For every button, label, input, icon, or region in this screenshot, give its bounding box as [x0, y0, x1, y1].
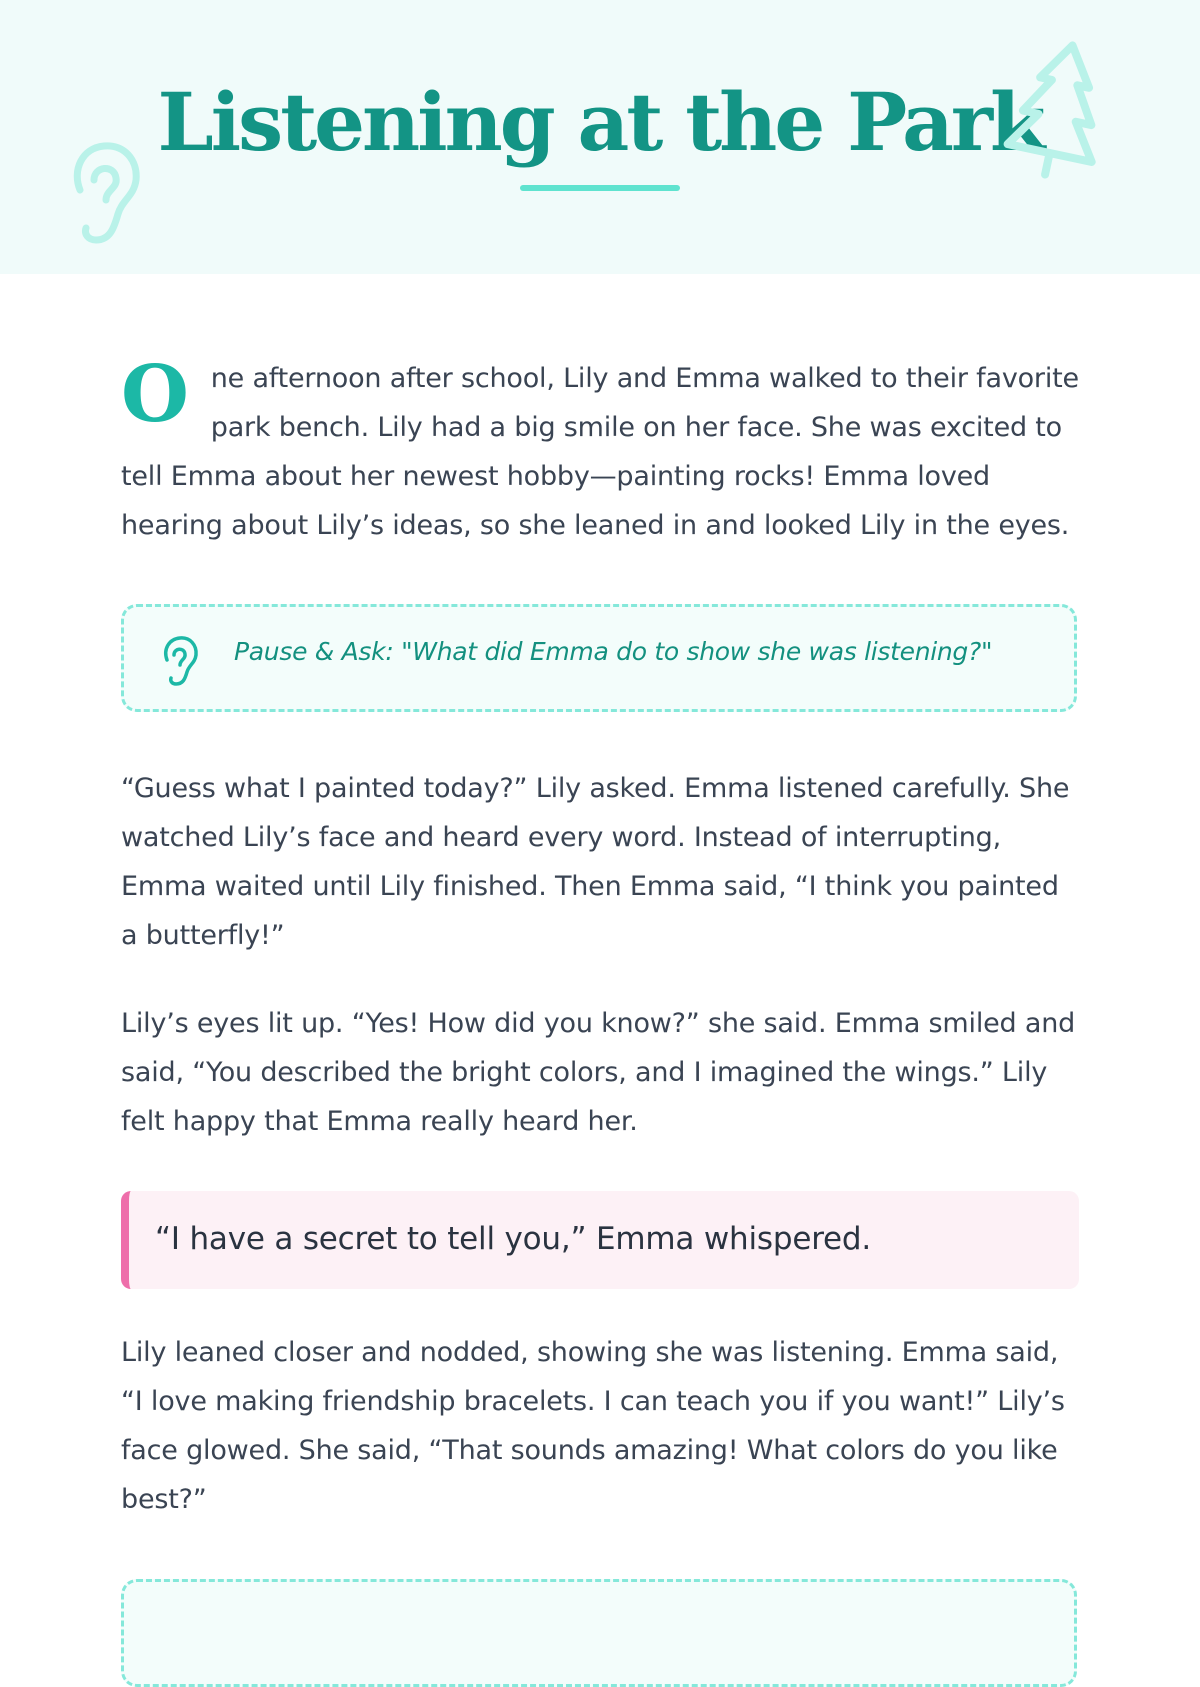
page-header: [0, 0, 1200, 274]
story-paragraph-4: Lily leaned closer and nodded, showing she was listening. Emma said, “I love making friendship bracelets. I can teach you if you want!” Lily’s face glowed. She said, “That sounds amazing! What colors do you like best?”: [121, 1337, 1065, 1515]
title-underline: [520, 185, 680, 191]
drop-cap: O: [121, 349, 189, 440]
story-paragraph-2: “Guess what I painted today?” Lily asked. Emma listened carefully. She watched Lily’s face and heard every word. Instead of interrupting, Emma waited until Lily finished. Then Emma said, “I think you painted a butterfly!”: [121, 773, 1070, 951]
story-paragraph-3: Lily’s eyes lit up. “Yes! How did you know?” she said. Emma smiled and said, “You described the bright colors, and I imagined the wings.” Lily felt happy that Emma really heard her.: [121, 1008, 1076, 1137]
ear-icon: [160, 635, 200, 687]
quote-callout: [121, 1191, 1079, 1289]
paragraph-1-text: ne afternoon after school, Lily and Emma walked to their favorite park bench. Lily had a big smile on her face. She was excited to tell Emma about her newest hobby—painting rocks! Emma loved hearing about Lily’s ideas, so she leaned in and looked Lily in the eyes.: [121, 363, 1079, 541]
pause-and-ask-box: [121, 1579, 1077, 1687]
pause-and-ask-box: [121, 604, 1077, 712]
pause-and-ask-text: Pause & Ask: "What did Emma do to show she was listening?": [234, 637, 993, 666]
quote-text: “I have a secret to tell you,” Emma whispered.: [155, 1221, 872, 1257]
tree-icon: [994, 36, 1124, 182]
page-title: Listening at the Park: [157, 75, 1043, 169]
story-paragraph-1: [121, 349, 1081, 550]
